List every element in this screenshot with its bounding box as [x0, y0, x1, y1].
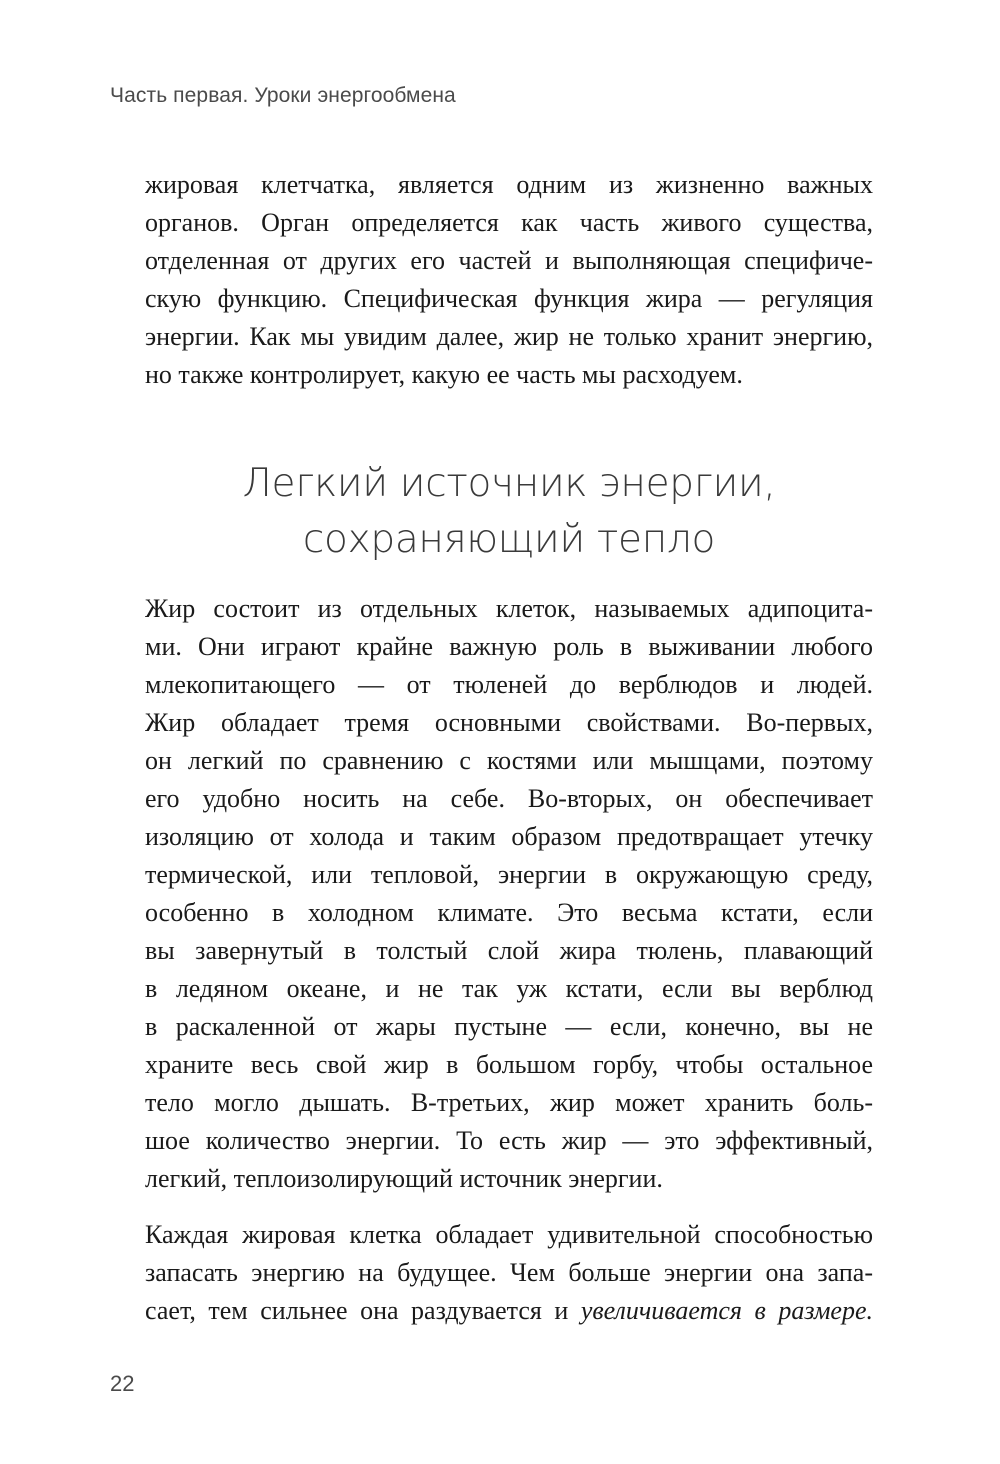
section-heading-line-2: сохраняющий тепло	[302, 517, 716, 562]
text-line: в ледяном океане, и не так уж кстати, если вы верблюд	[145, 974, 873, 1003]
paragraph-3	[145, 1216, 873, 1330]
text-line: ми. Они играют крайне важную роль в выживании любого	[145, 632, 873, 661]
text-line: скую функцию. Специфическая функция жира — регуляция	[145, 284, 873, 313]
text-line: легкий, теплоизолирующий источник энергии.	[145, 1164, 663, 1193]
text-line: термической, или тепловой, энергии в окружающую среду,	[145, 860, 873, 889]
text-line: особенно в холодном климате. Это весьма кстати, если	[145, 898, 873, 927]
text-line: органов. Орган определяется как часть живого существа,	[145, 208, 873, 237]
text-line: в раскаленной от жары пустыне — если, конечно, вы не	[145, 1012, 873, 1041]
text-line: млекопитающего — от тюленей до верблюдов и людей.	[145, 670, 873, 699]
text-line: Каждая жировая клетка обладает удивительной способностью	[145, 1220, 873, 1249]
text-line: храните весь свой жир в большом горбу, чтобы остальное	[145, 1050, 873, 1079]
paragraph-2	[145, 590, 873, 1198]
section-heading	[145, 456, 873, 568]
text-line: Жир состоит из отдельных клеток, называемых адипоцита-	[145, 594, 873, 623]
text-line: вы завернутый в толстый слой жира тюлень, плавающий	[145, 936, 873, 965]
running-head: Часть первая. Уроки энергообмена	[110, 84, 456, 107]
text-line: жировая клетчатка, является одним из жизненно важных	[145, 170, 873, 199]
text-line: он легкий по сравнению с костями или мышцами, поэтому	[145, 746, 873, 775]
text-line: запасать энергию на будущее. Чем больше энергии она запа-	[145, 1258, 873, 1287]
text-line: его удобно носить на себе. Во-вторых, он обеспечивает	[145, 784, 873, 813]
text-line: отделенная от других его частей и выполняющая специфиче-	[145, 246, 873, 275]
text-line-last	[145, 1292, 873, 1330]
text-line: Жир обладает тремя основными свойствами. Во-первых,	[145, 708, 873, 737]
text-line: но также контролирует, какую ее часть мы расходуем.	[145, 360, 743, 389]
text-italic-emphasis: увеличивается в размере.	[580, 1296, 873, 1325]
text-line: энергии. Как мы увидим далее, жир не только хранит энергию,	[145, 322, 873, 351]
paragraph-1	[145, 166, 873, 394]
section-heading-line-1: Легкий источник энергии,	[242, 461, 776, 506]
text-line: тело могло дышать. В-третьих, жир может хранить боль-	[145, 1088, 873, 1117]
text-line: шое количество энергии. То есть жир — это эффективный,	[145, 1126, 873, 1155]
page-number: 22	[110, 1371, 135, 1396]
text-plain: сает, тем сильнее она раздувается и	[145, 1296, 581, 1325]
text-line: изоляцию от холода и таким образом предотвращает утечку	[145, 822, 873, 851]
